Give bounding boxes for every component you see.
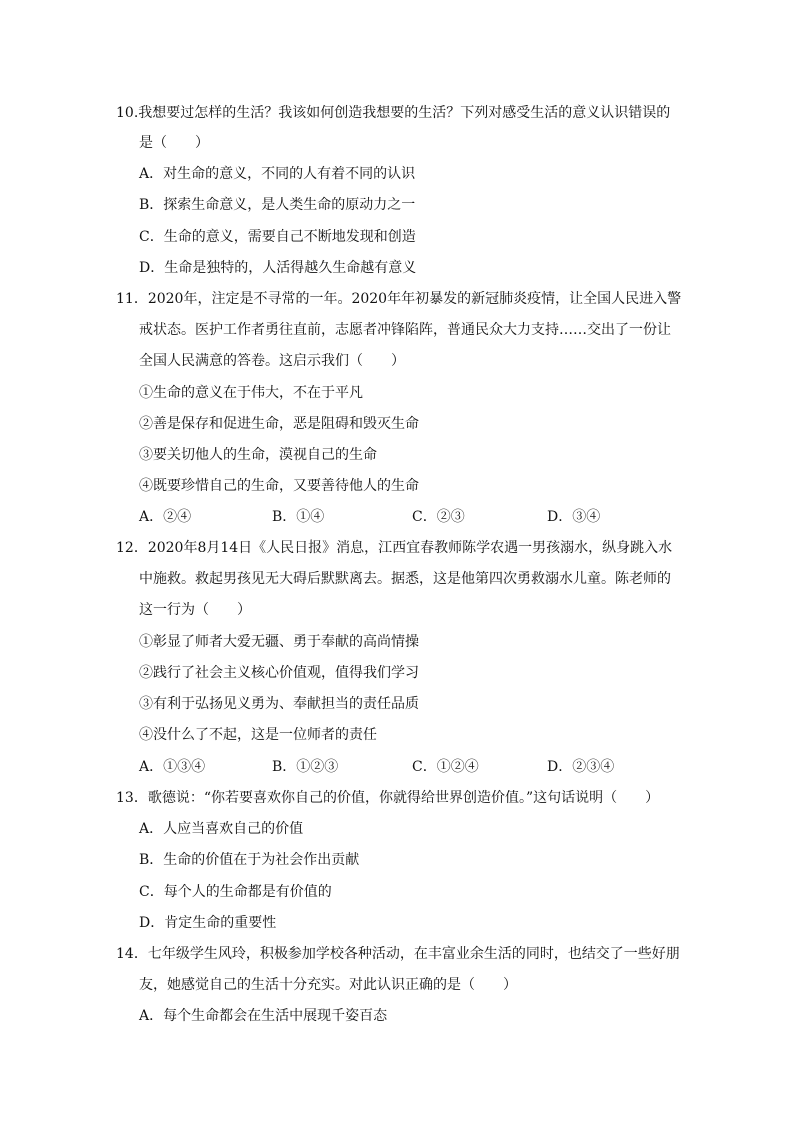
q10-stem-line-1: 10.我想要过怎样的生活？我该如何创造我想要的生活？下列对感受生活的意义认识错误的 — [116, 105, 671, 121]
q10-option-c: C．生命的意义，需要自己不断地发现和创造 — [139, 229, 416, 245]
q10-option-d: D．生命是独特的，人活得越久生命越有意义 — [139, 260, 417, 276]
q11-choice-a: A．②④ — [139, 509, 192, 525]
q11-statement-1: ①生命的意义在于伟大，不在于平凡 — [139, 385, 363, 401]
q13-option-a: A．人应当喜欢自己的价值 — [139, 821, 304, 837]
q12-stem-line-3: 这一行为（ ） — [139, 602, 251, 618]
q10-option-a: A．对生命的意义，不同的人有着不同的认识 — [139, 166, 416, 182]
q12-choice-d: D．②③④ — [547, 759, 615, 775]
q12-statement-1: ①彰显了师者大爱无疆、勇于奉献的高尚情操 — [139, 634, 419, 650]
q11-choice-d: D．③④ — [547, 509, 601, 525]
q14-option-a: A．每个生命都会在生活中展现千姿百态 — [139, 1008, 388, 1024]
q10-option-b: B．探索生命意义，是人类生命的原动力之一 — [139, 197, 416, 213]
q14-stem-line-2: 友，她感觉自己的生活十分充实。对此认识正确的是（ ） — [139, 977, 517, 993]
q12-choice-b: B．①②③ — [272, 759, 339, 775]
q11-stem-line-2: 戒状态。医护工作者勇往直前，志愿者冲锋陷阵，普通民众大力支持……交出了一份让 — [139, 322, 671, 338]
q12-choice-a: A．①③④ — [139, 759, 206, 775]
q12-choice-c: C．①②④ — [412, 759, 479, 775]
q11-stem-line-1: 11．2020年，注定是不寻常的一年。2020年年初暴发的新冠肺炎疫情，让全国人民进入警 — [116, 291, 682, 307]
q11-statement-2: ②善是保存和促进生命，恶是阻碍和毁灭生命 — [139, 416, 419, 432]
q10-stem-line-2: 是（ ） — [139, 135, 209, 151]
q12-statement-3: ③有利于弘扬见义勇为、奉献担当的责任品质 — [139, 696, 419, 712]
q13-stem-line-1: 13．歌德说：“你若要喜欢你自己的价值，你就得给世界创造价值。”这句话说明（ ） — [116, 790, 660, 806]
q11-statement-3: ③要关切他人的生命，漠视自己的生命 — [139, 447, 377, 463]
q12-stem-line-1: 12．2020年8月14日《人民日报》消息，江西宜春教师陈学农遇一男孩溺水，纵身跳入水 — [116, 540, 673, 556]
q14-stem-line-1: 14．七年级学生风玲，积极参加学校各种活动，在丰富业余生活的同时，也结交了一些好朋 — [116, 946, 680, 962]
q12-statement-2: ②践行了社会主义核心价值观，值得我们学习 — [139, 665, 419, 681]
q12-stem-line-2: 中施救。救起男孩见无大碍后默默离去。据悉，这是他第四次勇救溺水儿童。陈老师的 — [139, 571, 671, 587]
q11-choice-c: C．②③ — [412, 509, 465, 525]
q11-statement-4: ④既要珍惜自己的生命，又要善待他人的生命 — [139, 478, 419, 494]
q13-option-b: B．生命的价值在于为社会作出贡献 — [139, 852, 360, 868]
q11-choice-b: B．①④ — [272, 509, 325, 525]
q11-stem-line-3: 全国人民满意的答卷。这启示我们（ ） — [139, 353, 405, 369]
q13-option-d: D．肯定生命的重要性 — [139, 915, 277, 931]
q12-statement-4: ④没什么了不起，这是一位师者的责任 — [139, 727, 377, 743]
q13-option-c: C．每个人的生命都是有价值的 — [139, 884, 332, 900]
